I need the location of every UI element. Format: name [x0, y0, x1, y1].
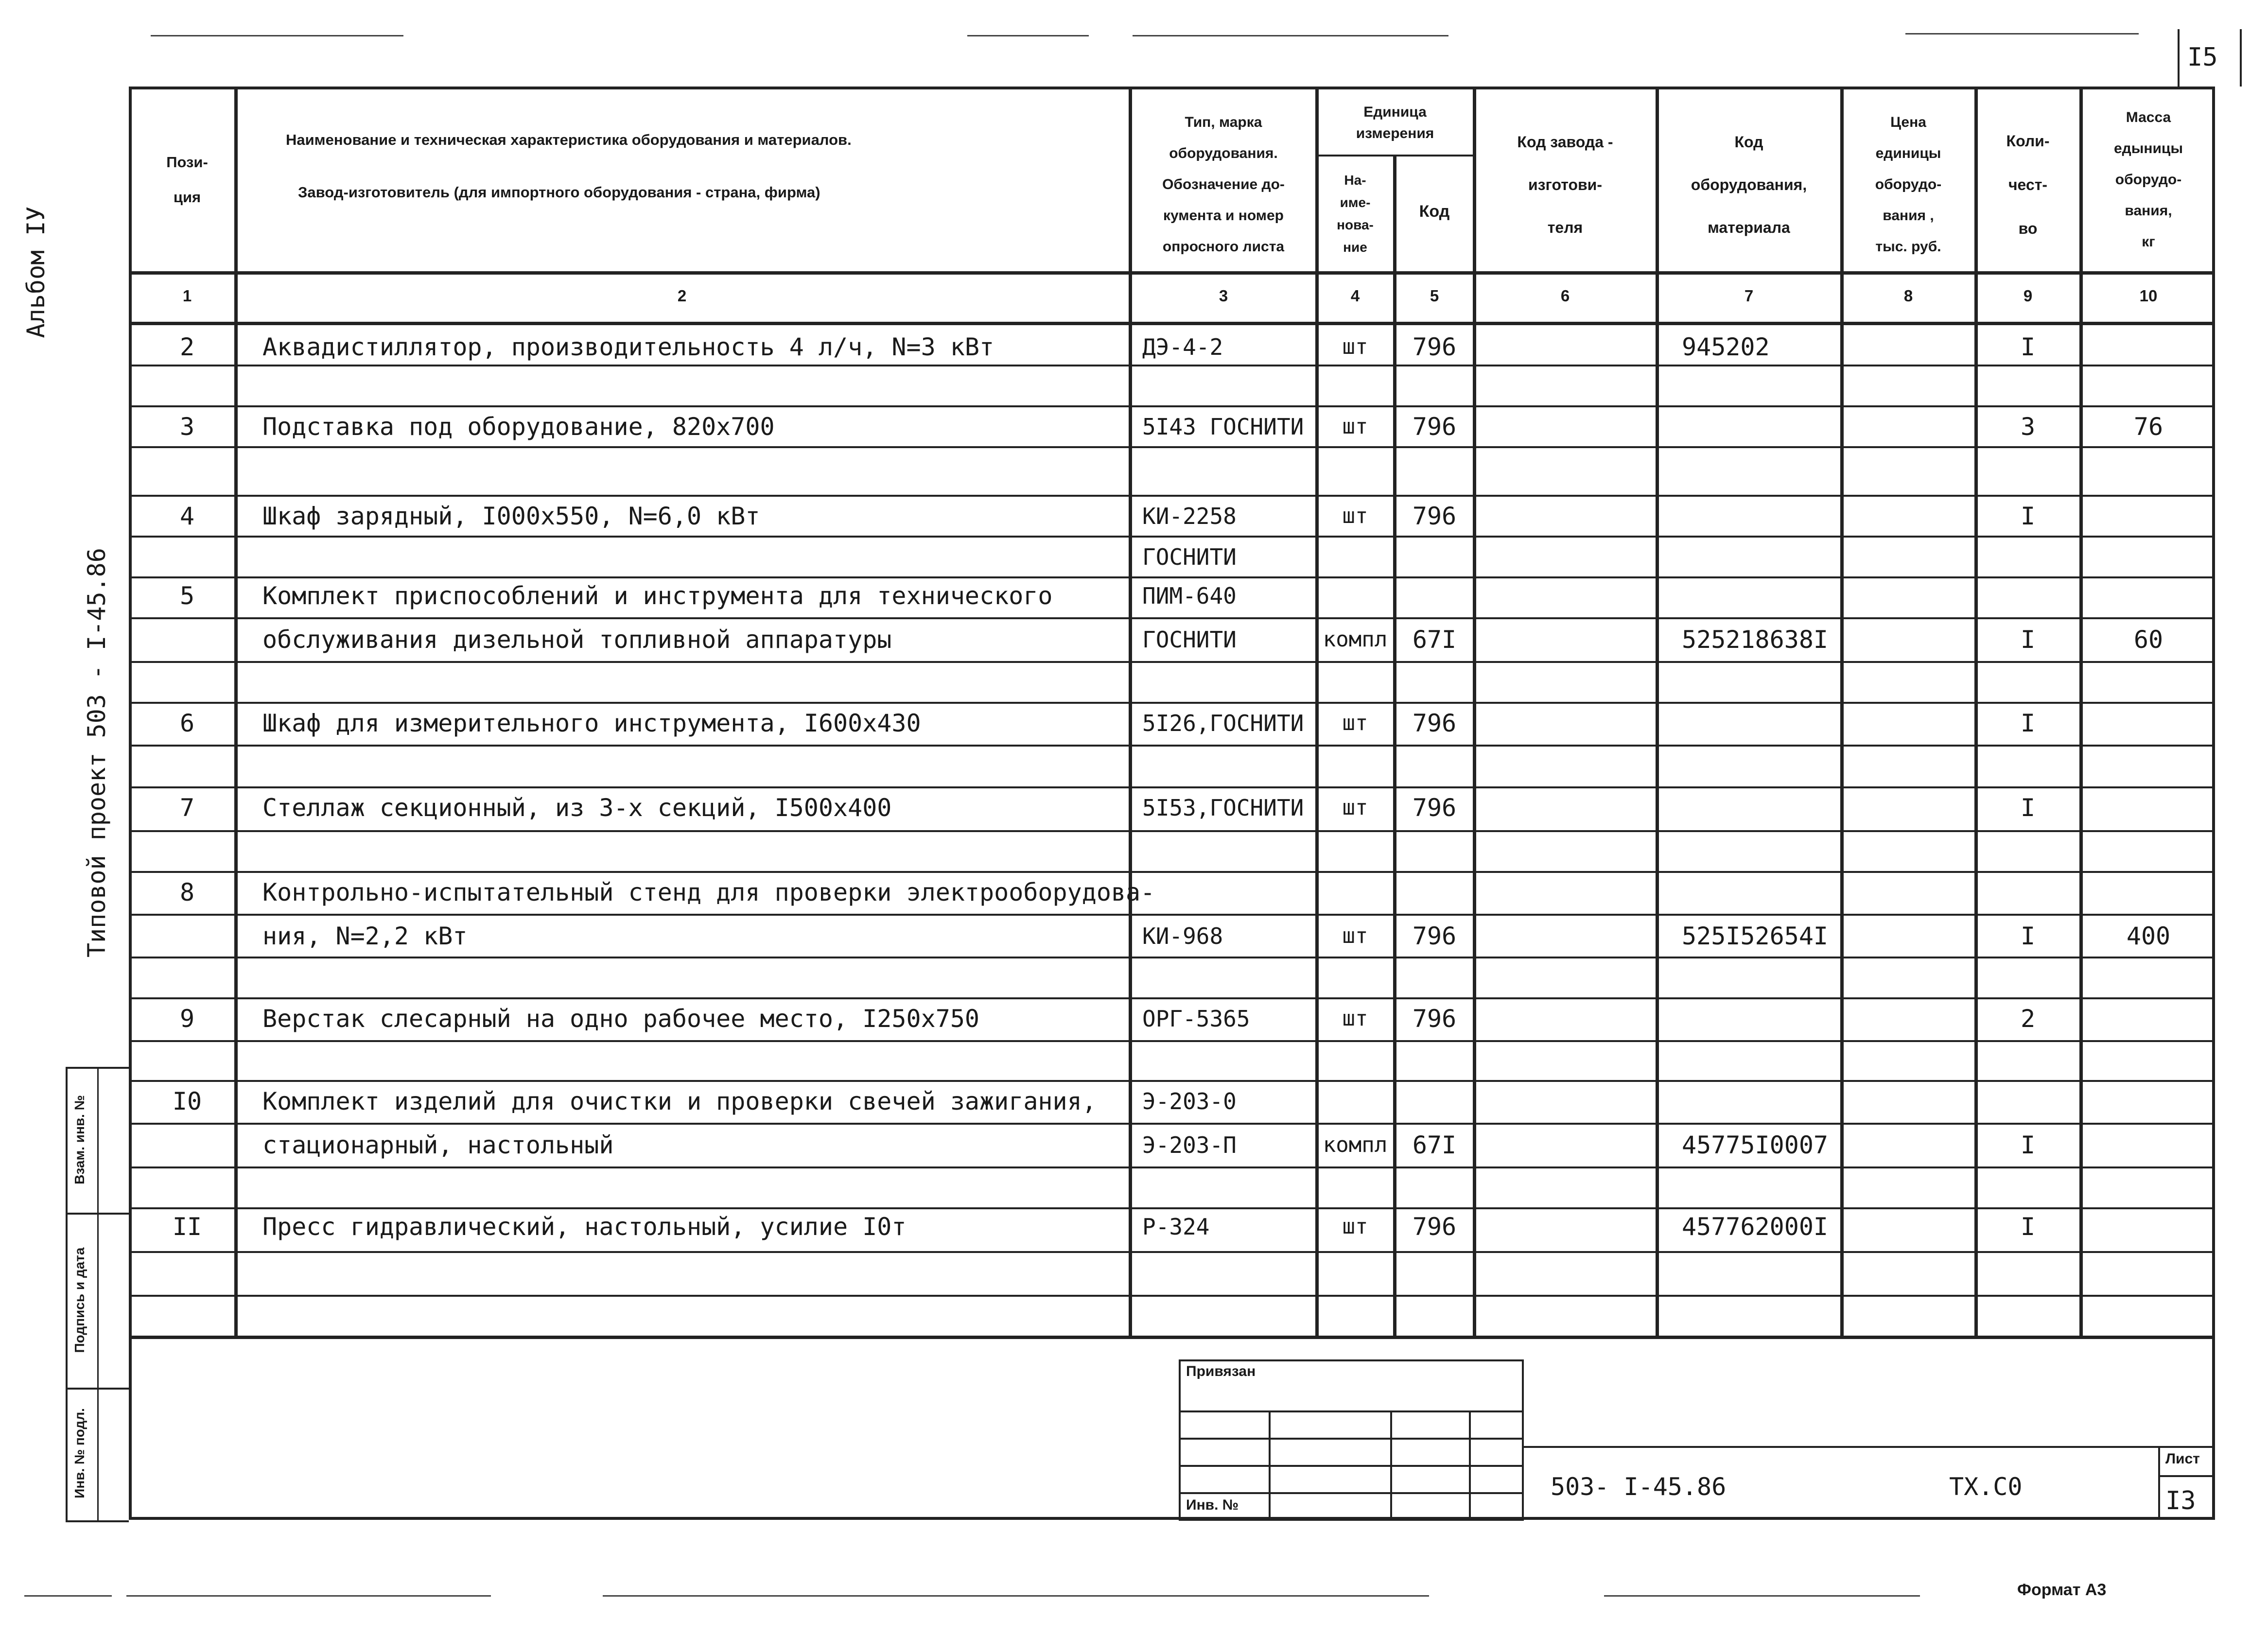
row-line [129, 957, 2215, 958]
top-border-line [1905, 33, 2139, 35]
cell-type: Э-203-0 [1142, 1088, 1237, 1114]
col-number: 1 [182, 287, 192, 305]
cell-name: ния, N=2,2 кВт [262, 922, 468, 950]
col-number: 10 [2139, 287, 2158, 305]
stamp-line [97, 1067, 99, 1521]
title-block-line [2158, 1446, 2160, 1520]
title-block-line [1179, 1410, 1524, 1412]
title-block-line [1524, 1446, 2215, 1448]
cell-type: ОРГ-5365 [1142, 1006, 1250, 1032]
col-line-5 [1473, 87, 1476, 1337]
row-line [129, 786, 2215, 788]
cell-unit: компл [1323, 627, 1388, 652]
cell-pos: I0 [172, 1087, 202, 1115]
row-line [129, 830, 2215, 832]
cell-code: 67I [1412, 626, 1457, 654]
cell-qty: 3 [2020, 413, 2036, 441]
cell-equip: 457762000I [1682, 1213, 1829, 1241]
cell-name: обслуживания дизельной топливной аппаратуры [262, 626, 892, 654]
row-line [129, 1040, 2215, 1042]
cell-name: Шкаф для измерительного инструмента, I600x430 [262, 709, 921, 737]
col-number: 5 [1430, 287, 1439, 305]
row-line [129, 1123, 2215, 1125]
title-block-line [1390, 1410, 1392, 1521]
cell-pos: 9 [179, 1005, 195, 1033]
row-line [129, 1080, 2215, 1082]
cell-name: Стеллаж секционный, из 3-х секций, I500x400 [262, 794, 892, 822]
title-block-line [1469, 1410, 1471, 1521]
row-line [129, 871, 2215, 873]
cell-name: Подставка под оборудование, 820x700 [262, 413, 775, 441]
row-line [129, 405, 2215, 407]
cell-name: Верстак слесарный на одно рабочее место, I250x750 [262, 1005, 980, 1033]
cell-type: 5I26,ГОСНИТИ [1142, 710, 1304, 736]
col-line-7 [1840, 87, 1844, 1337]
row-line [129, 745, 2215, 747]
row-line [129, 661, 2215, 663]
header-mass: Масса едыницы оборудо- вания, кг [2114, 109, 2183, 250]
sheet-box-left [2178, 29, 2180, 87]
cell-name: Аквадистиллятор, производительность 4 л/ч, N=3 кВт [262, 333, 994, 361]
cell-code: 796 [1412, 1213, 1457, 1241]
title-block-line [1179, 1492, 1524, 1494]
cell-name: Пресс гидравлический, настольный, усилие I0т [262, 1213, 907, 1241]
cell-unit: шт [1342, 923, 1368, 948]
header-factory-code: Код завода - изготови- теля [1517, 133, 1613, 236]
cell-type: Р-324 [1142, 1214, 1210, 1240]
cell-code: 796 [1412, 502, 1457, 530]
cell-equip: 45775I0007 [1682, 1131, 1829, 1159]
col-number: 7 [1744, 287, 1754, 305]
doc-mark: TX.C0 [1949, 1473, 2023, 1501]
cell-mass: 400 [2126, 922, 2171, 950]
list-label: Лист [2165, 1451, 2200, 1467]
cell-type: ГОСНИТИ [1142, 627, 1237, 653]
bottom-border-line [24, 1595, 112, 1597]
col-number: 4 [1350, 287, 1360, 305]
stamp-podpis-label: Подпись и дата [72, 1247, 87, 1353]
cell-equip: 525I52654I [1682, 922, 1829, 950]
row-line [129, 495, 2215, 497]
cell-name: Контрольно-испытательный стенд для проверки электрооборудова- [262, 878, 1155, 906]
cell-pos: II [172, 1213, 202, 1241]
col-line-2 [1129, 87, 1132, 1337]
row-line [129, 446, 2215, 448]
cell-type: КИ-2258 [1142, 503, 1237, 529]
cell-type: Э-203-П [1142, 1132, 1237, 1158]
cell-name: стационарный, настольный [262, 1131, 614, 1159]
privyazan-label: Привязан [1186, 1363, 1256, 1379]
title-block-line [1179, 1465, 1524, 1467]
cell-unit: шт [1342, 1006, 1368, 1031]
cell-qty: I [2020, 794, 2036, 822]
header-unit-title: Единица измерения [1356, 104, 1434, 141]
row-line [129, 997, 2215, 999]
cell-unit: шт [1342, 414, 1368, 439]
cell-unit: шт [1342, 334, 1368, 359]
col-line-1 [234, 87, 238, 1337]
cell-qty: I [2020, 502, 2036, 530]
cell-code: 796 [1412, 333, 1457, 361]
cell-qty: 2 [2020, 1005, 2036, 1033]
header-name [237, 122, 1127, 243]
top-border-line [1133, 35, 1448, 36]
cell-code: 796 [1412, 922, 1457, 950]
cell-qty: I [2020, 709, 2036, 737]
cell-code: 796 [1412, 413, 1457, 441]
stamp-inv-label: Инв. № подл. [72, 1408, 87, 1498]
cell-pos: 8 [179, 878, 195, 906]
cell-code: 796 [1412, 794, 1457, 822]
cell-unit: компл [1323, 1132, 1388, 1157]
header-type: Тип, марка оборудования. Обозначение до- кумента и номер опросного листа [1162, 114, 1285, 255]
header-unit-code: Код [1419, 202, 1450, 221]
cell-code: 796 [1412, 1005, 1457, 1033]
cell-type: КИ-968 [1142, 923, 1223, 949]
cell-mass: 60 [2133, 626, 2163, 654]
cell-code: 796 [1412, 709, 1457, 737]
inv-no-label: Инв. № [1186, 1497, 1239, 1513]
cell-name: Комплект приспособлений и инструмента для технического [262, 582, 1053, 610]
cell-name: Шкаф зарядный, I000x550, N=6,0 кВт [262, 502, 760, 530]
bottom-border-line [603, 1595, 1429, 1597]
colnum-bottom-line [129, 322, 2215, 325]
cell-qty: I [2020, 626, 2036, 654]
col-number: 9 [2023, 287, 2033, 305]
project-label: Типовой проект 503 - I-45.86 [83, 548, 111, 957]
cell-qty: I [2020, 1213, 2036, 1241]
col-number: 2 [677, 287, 687, 305]
cell-qty: I [2020, 333, 2036, 361]
row-line [129, 576, 2215, 578]
cell-name: Комплект изделий для очистки и проверки свечей зажигания, [262, 1087, 1097, 1115]
title-block-line [1179, 1438, 1524, 1440]
sheet-box-right [2240, 29, 2242, 87]
cell-type: 5I43 ГОСНИТИ [1142, 414, 1304, 440]
row-line [129, 365, 2215, 366]
sheet-number-top: I5 [2187, 43, 2218, 72]
top-border-line [151, 35, 403, 36]
row-line [129, 536, 2215, 538]
cell-pos: 3 [179, 413, 195, 441]
cell-pos: 5 [179, 582, 195, 610]
col-number: 6 [1560, 287, 1570, 305]
row-line [129, 617, 2215, 619]
bottom-border-line [1604, 1595, 1920, 1597]
col-number: 8 [1903, 287, 1913, 305]
row-line [129, 1207, 2215, 1209]
stamp-vzam-label: Взам. инв. № [72, 1095, 87, 1184]
top-border-line [967, 35, 1089, 36]
stamp-line [66, 1067, 68, 1521]
col-number: 3 [1219, 287, 1228, 305]
row-line [129, 914, 2215, 916]
cell-pos: 2 [179, 333, 195, 361]
header-price: Цена единицы оборудо- вания , тыс. руб. [1875, 114, 1942, 255]
album-label: Альбом IУ [22, 206, 50, 338]
list-number: I3 [2165, 1486, 2196, 1515]
row-line [129, 1166, 2215, 1168]
format-label: Формат А3 [2017, 1581, 2107, 1599]
cell-unit: шт [1342, 504, 1368, 528]
cell-pos: 6 [179, 709, 195, 737]
bottom-border-line [126, 1595, 491, 1597]
header-equipment-code: Код оборудования, материала [1691, 133, 1807, 236]
cell-type: ДЭ-4-2 [1142, 334, 1223, 360]
cell-unit: шт [1342, 795, 1368, 820]
cell-type: 5I53,ГОСНИТИ [1142, 795, 1304, 821]
cell-qty: I [2020, 1131, 2036, 1159]
row-line [129, 1295, 2215, 1297]
cell-mass: 76 [2133, 413, 2163, 441]
header-name-line1: Наименование и техническая характеристика оборудования и материалов. [286, 131, 852, 148]
cell-equip: 945202 [1682, 333, 1770, 361]
cell-type: ПИМ-640 [1142, 583, 1237, 609]
doc-code: 503- I-45.86 [1551, 1473, 1727, 1501]
row-line [129, 1251, 2215, 1253]
cell-pos: 4 [179, 502, 195, 530]
title-block-line [2158, 1475, 2215, 1477]
col-line-6 [1656, 87, 1659, 1337]
cell-pos: 7 [179, 794, 195, 822]
header-position: Пози- ция [166, 154, 208, 206]
header-unit: На- име- нова- ние [1337, 173, 1374, 255]
cell-type: ГОСНИТИ [1142, 544, 1237, 570]
header-name-line2: Завод-изготовитель (для импортного оборудования - страна, фирма) [298, 184, 820, 201]
row-line [129, 702, 2215, 704]
cell-code: 67I [1412, 1131, 1457, 1159]
cell-unit: шт [1342, 711, 1368, 735]
col-line-9 [2079, 87, 2083, 1337]
cell-qty: I [2020, 922, 2036, 950]
cell-equip: 525218638I [1682, 626, 1829, 654]
cell-unit: шт [1342, 1214, 1368, 1239]
header-quantity: Коли- чест- во [2006, 132, 2050, 237]
table-bottom-line [129, 1336, 2215, 1339]
title-block-line [1269, 1410, 1271, 1521]
